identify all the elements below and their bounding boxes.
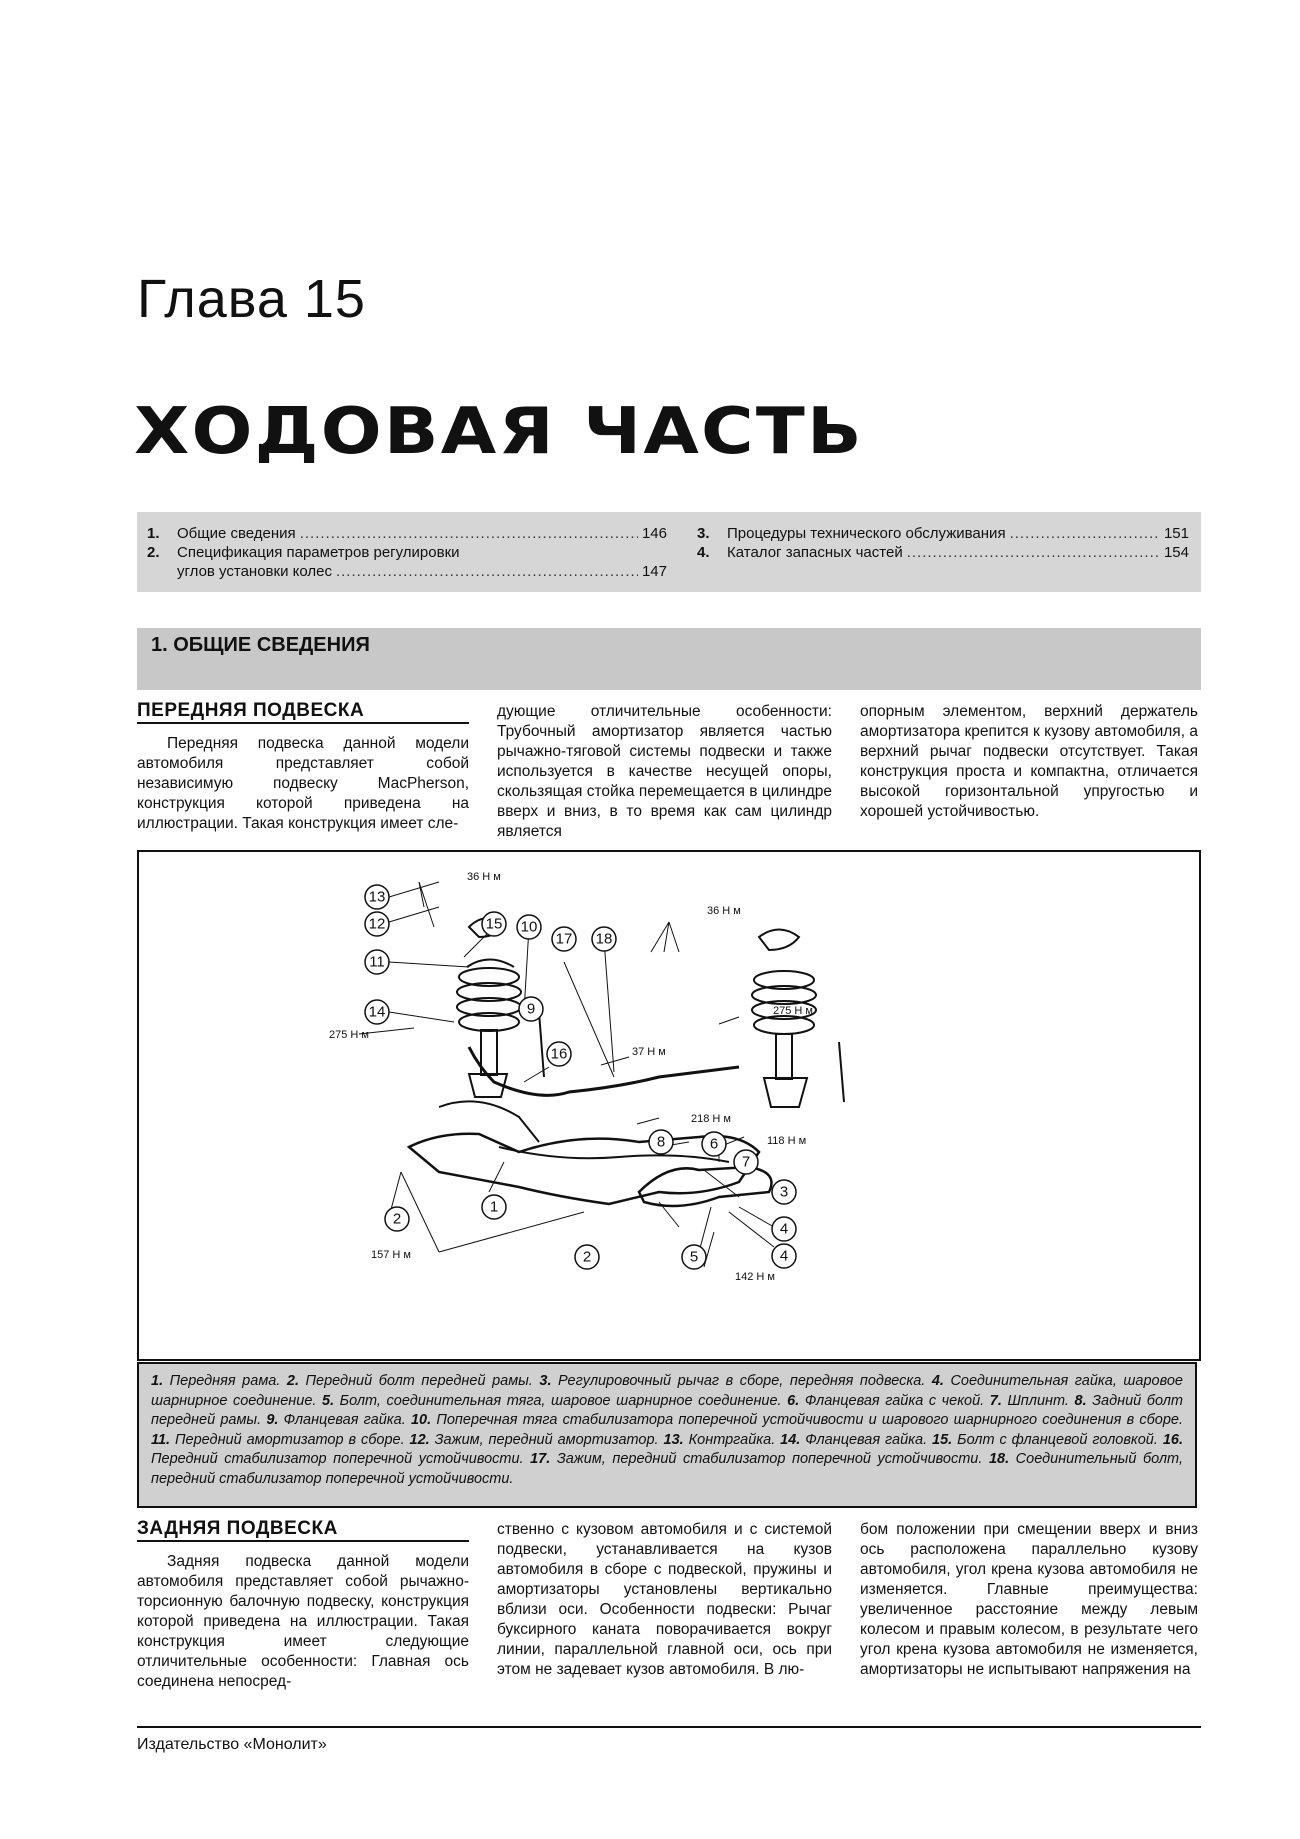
- torque-label: 157 Н м: [371, 1249, 411, 1261]
- caption-item: 8. Задний болт передней рамы.: [151, 1392, 1183, 1428]
- front-text-col2: [497, 702, 832, 842]
- caption-item: 7. Шплинт.: [989, 1392, 1075, 1409]
- toc-item[interactable]: [147, 524, 667, 543]
- toc-item-continued[interactable]: [147, 562, 667, 581]
- toc-leader: [907, 543, 1160, 562]
- callout-number: 10: [520, 918, 538, 936]
- caption-item: 13. Контргайка.: [663, 1431, 781, 1448]
- right-knuckle: [764, 1078, 807, 1107]
- caption-item: 4. Соединительная гайка, шаровое шарнирное соединение.: [151, 1373, 1184, 1409]
- footer-divider: [137, 1726, 1201, 1728]
- callout-number: 17: [555, 930, 573, 948]
- caption-item: 10. Поперечная тяга стабилизатора поперечной устойчивости и шарового шарнирного соединения в сборе.: [410, 1412, 1183, 1428]
- rear-text-col3: [860, 1520, 1198, 1680]
- front-text-col1: [137, 734, 469, 834]
- caption-item: 1. Передняя рама.: [151, 1373, 287, 1389]
- caption-item: 6. Фланцевая гайка с чекой.: [787, 1392, 990, 1409]
- callout-number: 4: [779, 1220, 789, 1238]
- section-heading: [137, 628, 1201, 690]
- paragraph: опорным элементом, верхний держатель амортизатора крепится к кузову автомобиля, а верхний рычаг подвески отсутствует. Такая конструкция проста и компактна, отличается высокой горизонтальной упругостью и хорошей устойчивостью.: [860, 703, 1198, 820]
- toc-item-number: 3.: [697, 525, 710, 542]
- caption-item: 17. Зажим, передний стабилизатор поперечной устойчивости.: [530, 1451, 989, 1467]
- toc-leader: [1010, 524, 1160, 543]
- table-of-contents: [137, 512, 1201, 592]
- toc-item[interactable]: [697, 543, 1189, 562]
- torque-label: 118 Н м: [767, 1135, 807, 1147]
- toc-item[interactable]: [697, 524, 1189, 543]
- rear-text-col2: [497, 1520, 832, 1680]
- callout-number: 2: [582, 1248, 592, 1266]
- stabilizer-link: [839, 1042, 844, 1102]
- strut-top-mount: [759, 930, 799, 951]
- publisher-footer: Издательство «Монолит»: [137, 1736, 327, 1753]
- rear-suspension-heading: ЗАДНЯЯ ПОДВЕСКА: [137, 1518, 469, 1542]
- torque-label: 36 Н м: [467, 871, 501, 883]
- callout-number: 14: [368, 1003, 386, 1021]
- subframe-crossmember: [499, 1147, 729, 1162]
- caption-item: 12. Зажим, передний амортизатор.: [409, 1431, 664, 1448]
- chapter-title: ХОДОВАЯ ЧАСТЬ: [134, 395, 864, 469]
- toc-item-title: Процедуры технического обслуживания: [727, 525, 1006, 542]
- paragraph: дующие отличительные особенности: Трубочный амортизатор является частью рычажно-тяговой системы подвески и также используется в качестве несущей опоры, скользящая стойка перемещается в цилиндре вверх и вниз, в то время как сам цилиндр является: [497, 703, 832, 840]
- callout-number: 4: [779, 1247, 789, 1265]
- callout-number: 6: [709, 1135, 719, 1153]
- front-suspension-figure: [137, 850, 1201, 1361]
- toc-leader: [336, 562, 638, 581]
- toc-item-title: Спецификация параметров регулировки: [177, 544, 460, 561]
- caption-item: 3. Регулировочный рычаг в сборе, передняя подвеска.: [539, 1373, 932, 1389]
- callout-number: 18: [595, 930, 613, 948]
- callout-number: 15: [485, 915, 503, 933]
- stabilizer-link: [539, 1012, 544, 1077]
- rear-text-col1: [137, 1552, 469, 1692]
- paragraph: Передняя подвеска данной модели автомобиля представляет собой независимую подвеску MacPherson, конструкция которой приведена на иллюстрации. Такая конструкция имеет сле-: [137, 735, 469, 832]
- callout-number: 2: [392, 1210, 402, 1228]
- torque-label: 36 Н м: [707, 905, 741, 917]
- toc-item-number: 4.: [697, 544, 710, 561]
- callout-number: 11: [369, 953, 385, 971]
- toc-item-page: 146: [641, 525, 667, 542]
- callout-number: 13: [368, 888, 386, 906]
- torque-label: 218 Н м: [691, 1113, 731, 1125]
- caption-item: 2. Передний болт передней рамы.: [286, 1373, 540, 1389]
- toc-item-title: Общие сведения: [177, 525, 296, 542]
- caption-item: 14. Фланцевая гайка.: [780, 1431, 933, 1448]
- torque-label: 275 Н м: [329, 1029, 369, 1041]
- callout-number: 3: [779, 1183, 789, 1201]
- torque-label: 275 Н м: [773, 1005, 813, 1017]
- callout-number: 7: [741, 1153, 751, 1171]
- toc-item-title: Каталог запасных частей: [727, 544, 903, 561]
- toc-leader: [300, 524, 638, 543]
- callout-number: 9: [526, 1000, 536, 1018]
- front-suspension-heading: ПЕРЕДНЯЯ ПОДВЕСКА: [137, 700, 469, 724]
- paragraph: бом положении при смещении вверх и вниз ось расположена параллельно кузову автомобиля, угол крена кузова автомобиля не изменяется. Главные преимущества: увеличенное расстояние между левым колесом и правым колесом, в результате чего угол крена кузова автомобиля не изменяется, амортизаторы не испытывают напряжения на: [860, 1521, 1198, 1678]
- right-shock-body: [776, 1034, 792, 1079]
- callout-number: 1: [489, 1198, 499, 1216]
- chapter-label: Глава 15: [137, 269, 366, 329]
- callout-number: 12: [368, 915, 386, 933]
- toc-item[interactable]: [147, 543, 667, 562]
- figure-caption: [137, 1362, 1197, 1508]
- front-text-col3: [860, 702, 1198, 822]
- toc-item-number: 2.: [147, 544, 160, 561]
- torque-label: 37 Н м: [632, 1046, 666, 1058]
- caption-item: 18. Соединительный болт, передний стабилизатор поперечной устойчивости.: [151, 1451, 1183, 1487]
- paragraph: ственно с кузовом автомобиля и с системой подвески, устанавливается на кузов автомобиля в сборе с подвеской, пружины и амортизаторы установлены вертикально вблизи оси. Особенности подвески: Рычаг буксирного каната поворачивается вокруг линии, параллельной главной оси, ось при этом не задевает кузов автомобиля. В лю-: [497, 1521, 832, 1678]
- toc-item-number: 1.: [147, 525, 160, 542]
- subframe-arm: [439, 1101, 539, 1142]
- spring-seat: [467, 960, 514, 968]
- caption-item: 16. Передний стабилизатор поперечной устойчивости.: [151, 1431, 1183, 1467]
- caption-item: 5. Болт, соединительная тяга, шаровое шарнирное соединение.: [322, 1392, 788, 1409]
- left-coil-spring: [457, 968, 521, 1031]
- caption-item: 9. Фланцевая гайка.: [266, 1412, 411, 1428]
- callout-number: 16: [550, 1045, 568, 1063]
- toc-item-page: 147: [641, 563, 667, 580]
- callout-number: 5: [689, 1248, 699, 1266]
- callout-number: 8: [656, 1133, 666, 1151]
- toc-item-title-line2: углов установки колес: [177, 563, 332, 580]
- caption-item: 15. Болт с фланцевой головкой.: [932, 1431, 1163, 1448]
- paragraph: Задняя подвеска данной модели автомобиля представляет собой рычажно-торсионную балочную подвеску, конструкция которой приведена на иллюстрации. Такая конструкция имеет следующие отличительные особенности: Главная ось соединена непосред-: [137, 1553, 469, 1690]
- toc-item-page: 154: [1163, 544, 1189, 561]
- toc-item-page: 151: [1163, 525, 1189, 542]
- caption-item: 11. Передний амортизатор в сборе.: [151, 1431, 410, 1448]
- suspension-diagram: [139, 852, 1199, 1359]
- torque-label: 142 Н м: [735, 1271, 775, 1283]
- right-coil-spring: [752, 971, 816, 1034]
- section-title: 1. ОБЩИЕ СВЕДЕНИЯ: [151, 634, 370, 656]
